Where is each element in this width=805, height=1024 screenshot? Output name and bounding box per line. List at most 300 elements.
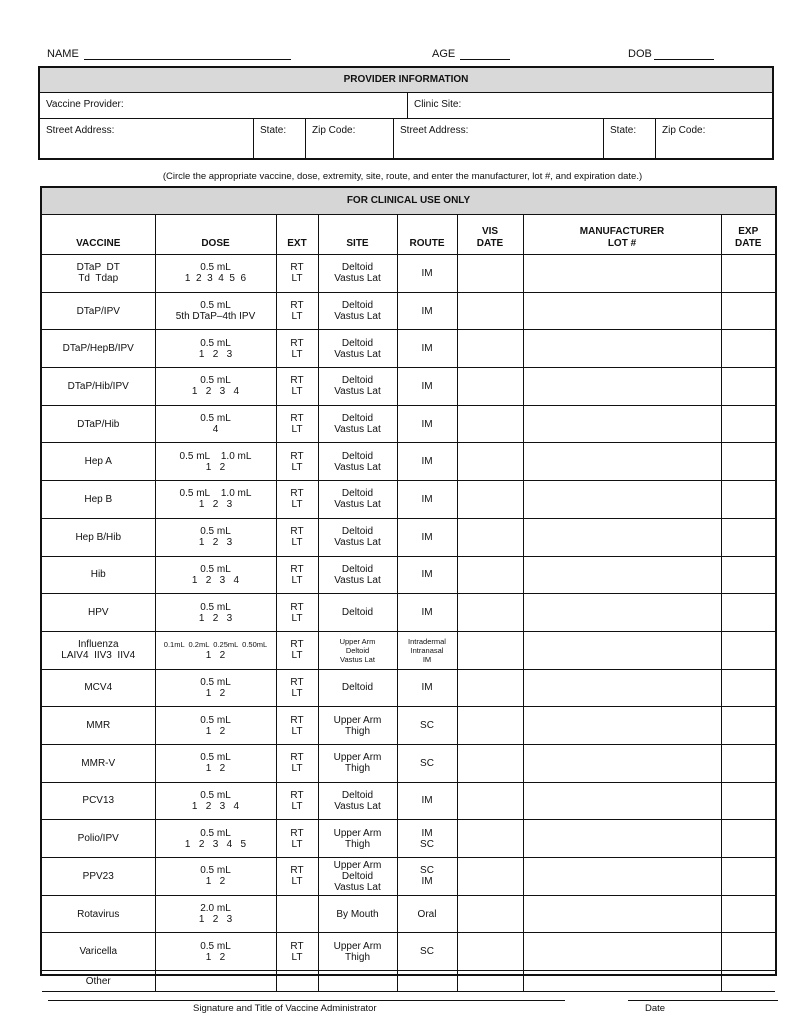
route-line: IM (421, 795, 433, 807)
ext-line: RT (290, 827, 304, 839)
dose-line: 0.5 mL 1.0 mL (179, 488, 252, 500)
dose-line: 0.5 mL (200, 676, 231, 688)
cell-dose[interactable] (155, 782, 276, 820)
cell-ext[interactable] (276, 556, 318, 594)
cell-route[interactable] (397, 255, 457, 293)
col-site: SITE (318, 214, 397, 255)
table-row (42, 971, 775, 992)
cell-manufacturer-lot[interactable] (523, 744, 721, 782)
cell-route[interactable] (397, 707, 457, 745)
ext-line: RT (290, 563, 304, 575)
cell-dose[interactable] (155, 518, 276, 556)
cell-site[interactable] (318, 405, 397, 443)
route-line: IM (421, 267, 433, 279)
cell-route[interactable] (397, 330, 457, 368)
cell-manufacturer-lot[interactable] (523, 518, 721, 556)
cell-dose[interactable] (155, 820, 276, 858)
route-line: Intranasal (410, 645, 444, 655)
provider-information-box (38, 66, 774, 160)
ext-line: LT (291, 311, 303, 323)
cell-manufacturer-lot[interactable] (523, 669, 721, 707)
cell-exp-date[interactable] (721, 368, 775, 406)
col-vaccine: VACCINE (42, 214, 155, 255)
cell-route[interactable] (397, 895, 457, 933)
cell-site[interactable] (318, 820, 397, 858)
ext-line: RT (290, 639, 304, 651)
cell-manufacturer-lot[interactable] (523, 820, 721, 858)
ext-line: RT (290, 450, 304, 462)
cell-dose[interactable] (155, 481, 276, 519)
cell-vis-date[interactable] (457, 368, 523, 406)
cell-vaccine[interactable] (42, 556, 155, 594)
ext-line: LT (291, 800, 303, 812)
cell-exp-date[interactable] (721, 971, 775, 992)
dose-line: 1 2 3 4 5 (184, 838, 247, 850)
site-line: Deltoid (341, 300, 374, 312)
cell-ext[interactable] (276, 707, 318, 745)
ext-line: LT (291, 424, 303, 436)
cell-ext[interactable] (276, 933, 318, 971)
cell-vis-date[interactable] (457, 443, 523, 481)
col-vis-date: VIS DATE (457, 214, 523, 255)
cell-vaccine[interactable] (42, 631, 155, 669)
cell-exp-date[interactable] (721, 933, 775, 971)
cell-route[interactable] (397, 405, 457, 443)
cell-vis-date[interactable] (457, 744, 523, 782)
cell-ext[interactable] (276, 782, 318, 820)
cell-vaccine[interactable] (42, 368, 155, 406)
table-row (42, 368, 775, 406)
cell-route[interactable] (397, 481, 457, 519)
site-line: Thigh (344, 763, 370, 775)
route-line: Oral (417, 908, 437, 920)
cell-ext[interactable] (276, 292, 318, 330)
cell-site[interactable] (318, 481, 397, 519)
cell-dose[interactable] (155, 255, 276, 293)
dose-line: 0.5 mL (200, 413, 231, 425)
cell-manufacturer-lot[interactable] (523, 368, 721, 406)
cell-manufacturer-lot[interactable] (523, 330, 721, 368)
cell-route[interactable] (397, 594, 457, 632)
cell-dose[interactable] (155, 669, 276, 707)
site-line: Deltoid (341, 413, 374, 425)
dose-line: 1 2 3 4 (191, 800, 240, 812)
table-row (42, 330, 775, 368)
table-row (42, 518, 775, 556)
site-line: Upper Arm (333, 859, 382, 871)
table-row (42, 481, 775, 519)
cell-vis-date[interactable] (457, 669, 523, 707)
cell-vaccine[interactable] (42, 292, 155, 330)
dose-line: 0.5 mL (200, 601, 231, 613)
dob-field[interactable] (654, 59, 714, 60)
cell-route[interactable] (397, 518, 457, 556)
ext-line: LT (291, 273, 303, 285)
cell-vis-date[interactable] (457, 933, 523, 971)
site-line: Vastus Lat (334, 800, 381, 812)
cell-site[interactable] (318, 594, 397, 632)
cell-exp-date[interactable] (721, 292, 775, 330)
cell-ext[interactable] (276, 744, 318, 782)
cell-manufacturer-lot[interactable] (523, 405, 721, 443)
cell-vaccine[interactable] (42, 443, 155, 481)
cell-manufacturer-lot[interactable] (523, 895, 721, 933)
vaccine-line: DTaP/Hib (77, 418, 120, 430)
cell-exp-date[interactable] (721, 669, 775, 707)
cell-vaccine[interactable] (42, 933, 155, 971)
cell-exp-date[interactable] (721, 594, 775, 632)
ext-line: LT (291, 951, 303, 963)
ext-line: LT (291, 687, 303, 699)
cell-site[interactable] (318, 669, 397, 707)
cell-vis-date[interactable] (457, 556, 523, 594)
cell-manufacturer-lot[interactable] (523, 933, 721, 971)
dose-line: 1 2 (205, 876, 226, 888)
cell-vaccine[interactable] (42, 518, 155, 556)
cell-dose[interactable] (155, 443, 276, 481)
cell-vis-date[interactable] (457, 292, 523, 330)
cell-site[interactable] (318, 292, 397, 330)
table-row (42, 631, 775, 669)
cell-site[interactable] (318, 933, 397, 971)
cell-dose[interactable] (155, 368, 276, 406)
cell-exp-date[interactable] (721, 895, 775, 933)
route-line: IM (421, 380, 433, 392)
cell-exp-date[interactable] (721, 556, 775, 594)
dose-line: 1 2 3 4 5 6 (184, 273, 247, 285)
cell-route[interactable] (397, 443, 457, 481)
ext-line: LT (291, 612, 303, 624)
site-line: Upper Arm (339, 636, 376, 646)
dose-line: 1 2 (205, 763, 226, 775)
ext-line: LT (291, 725, 303, 737)
ext-line: LT (291, 386, 303, 398)
table-row (42, 443, 775, 481)
cell-dose[interactable] (155, 971, 276, 992)
dose-line: 0.5 mL (200, 827, 231, 839)
cell-ext[interactable] (276, 858, 318, 896)
cell-ext[interactable] (276, 518, 318, 556)
site-line: Vastus Lat (334, 273, 381, 285)
cell-dose[interactable] (155, 707, 276, 745)
table-row (42, 895, 775, 933)
dose-line: 0.5 mL 1.0 mL (179, 450, 252, 462)
cell-vis-date[interactable] (457, 858, 523, 896)
cell-site[interactable] (318, 443, 397, 481)
cell-exp-date[interactable] (721, 631, 775, 669)
site-line: Upper Arm (333, 752, 382, 764)
cell-route[interactable] (397, 820, 457, 858)
site-line: Thigh (344, 725, 370, 737)
route-line: SC (420, 946, 434, 958)
signature-line[interactable] (48, 1000, 565, 1001)
dose-line: 1 2 3 (198, 914, 233, 926)
col-exp-date: EXP DATE (721, 214, 775, 255)
cell-ext[interactable] (276, 443, 318, 481)
age-field[interactable] (460, 59, 510, 60)
cell-vaccine[interactable] (42, 858, 155, 896)
vaccine-provider-field[interactable]: Vaccine Provider: (40, 92, 408, 118)
cell-manufacturer-lot[interactable] (523, 556, 721, 594)
cell-site[interactable] (318, 368, 397, 406)
dose-line: 1 2 3 (198, 612, 233, 624)
dose-line: 0.5 mL (200, 865, 231, 877)
table-row (42, 707, 775, 745)
cell-manufacturer-lot[interactable] (523, 631, 721, 669)
table-row (42, 405, 775, 443)
dose-line: 1 2 3 (198, 537, 233, 549)
col-ext: EXT (276, 214, 318, 255)
ext-line: LT (291, 876, 303, 888)
ext-line: RT (290, 375, 304, 387)
date-label: Date (645, 1003, 666, 1014)
cell-vaccine[interactable] (42, 895, 155, 933)
cell-dose[interactable] (155, 594, 276, 632)
vaccine-line: PPV23 (82, 870, 114, 882)
ext-line: RT (290, 337, 304, 349)
route-line: IM (421, 827, 433, 839)
cell-dose[interactable] (155, 744, 276, 782)
dose-line: 0.5 mL (200, 789, 231, 801)
cell-dose[interactable] (155, 330, 276, 368)
cell-route[interactable] (397, 933, 457, 971)
site-line: Vastus Lat (334, 574, 381, 586)
cell-vis-date[interactable] (457, 481, 523, 519)
cell-manufacturer-lot[interactable] (523, 782, 721, 820)
cell-exp-date[interactable] (721, 518, 775, 556)
site-line: Vastus Lat (334, 348, 381, 360)
vaccine-line: Hep B (84, 493, 113, 505)
cell-manufacturer-lot[interactable] (523, 481, 721, 519)
cell-ext[interactable] (276, 971, 318, 992)
cell-ext[interactable] (276, 631, 318, 669)
dose-line: 0.5 mL (200, 262, 231, 274)
cell-dose[interactable] (155, 405, 276, 443)
cell-vaccine[interactable] (42, 405, 155, 443)
dose-line: 1 2 3 (198, 499, 233, 511)
cell-site[interactable] (318, 255, 397, 293)
site-line: Vastus Lat (340, 654, 375, 664)
route-line: IM (421, 682, 433, 694)
clinical-use-table (40, 186, 777, 987)
cell-dose[interactable] (155, 556, 276, 594)
cell-ext[interactable] (276, 368, 318, 406)
cell-manufacturer-lot[interactable] (523, 443, 721, 481)
cell-manufacturer-lot[interactable] (523, 707, 721, 745)
cell-vis-date[interactable] (457, 594, 523, 632)
street-address-field-2[interactable]: Street Address: (394, 118, 604, 160)
vaccine-line: Rotavirus (77, 908, 120, 920)
route-line: IM (421, 456, 433, 468)
cell-route[interactable] (397, 292, 457, 330)
cell-exp-date[interactable] (721, 707, 775, 745)
cell-vaccine[interactable] (42, 820, 155, 858)
route-line: IM (421, 569, 433, 581)
cell-vis-date[interactable] (457, 895, 523, 933)
vaccine-line: PCV13 (82, 795, 115, 807)
col-route: ROUTE (397, 214, 457, 255)
dose-line: 0.5 mL (200, 375, 231, 387)
cell-vaccine[interactable] (42, 594, 155, 632)
vaccine-line: Other (85, 975, 111, 987)
cell-vis-date[interactable] (457, 820, 523, 858)
ext-line: LT (291, 537, 303, 549)
cell-site[interactable] (318, 556, 397, 594)
vaccine-line: Hib (90, 569, 106, 581)
cell-exp-date[interactable] (721, 744, 775, 782)
cell-exp-date[interactable] (721, 858, 775, 896)
route-line: IM (421, 493, 433, 505)
vaccine-table (42, 214, 775, 992)
dose-line: 0.5 mL (200, 752, 231, 764)
cell-ext[interactable] (276, 330, 318, 368)
site-line: Deltoid (341, 682, 374, 694)
ext-line: LT (291, 763, 303, 775)
cell-site[interactable] (318, 330, 397, 368)
col-manufacturer-lot: MANUFACTURER LOT # (523, 214, 721, 255)
state-field-2[interactable]: State: (604, 118, 656, 160)
cell-manufacturer-lot[interactable] (523, 594, 721, 632)
cell-exp-date[interactable] (721, 782, 775, 820)
cell-vaccine[interactable] (42, 782, 155, 820)
clinic-site-field[interactable]: Clinic Site: (414, 99, 462, 110)
cell-site[interactable] (318, 518, 397, 556)
table-row (42, 782, 775, 820)
vaccine-line: MCV4 (84, 682, 113, 694)
cell-manufacturer-lot[interactable] (523, 255, 721, 293)
cell-vaccine[interactable] (42, 971, 155, 992)
site-line: Deltoid (341, 262, 374, 274)
date-line[interactable] (628, 1000, 778, 1001)
cell-site[interactable] (318, 707, 397, 745)
vaccine-line: Td Tdap (78, 273, 119, 285)
cell-ext[interactable] (276, 820, 318, 858)
cell-exp-date[interactable] (721, 330, 775, 368)
cell-ext[interactable] (276, 481, 318, 519)
zip-code-field-1[interactable]: Zip Code: (306, 118, 394, 160)
cell-vis-date[interactable] (457, 631, 523, 669)
route-line: IM (421, 343, 433, 355)
cell-dose[interactable] (155, 858, 276, 896)
cell-exp-date[interactable] (721, 443, 775, 481)
route-line: IM (421, 607, 433, 619)
site-line: Vastus Lat (334, 461, 381, 473)
cell-site[interactable] (318, 895, 397, 933)
name-field[interactable] (84, 59, 291, 60)
cell-vaccine[interactable] (42, 707, 155, 745)
cell-vaccine[interactable] (42, 744, 155, 782)
site-line: Vastus Lat (334, 499, 381, 511)
cell-ext[interactable] (276, 594, 318, 632)
ext-line: LT (291, 574, 303, 586)
site-line: Deltoid (341, 563, 374, 575)
cell-route[interactable] (397, 971, 457, 992)
cell-exp-date[interactable] (721, 255, 775, 293)
cell-route[interactable] (397, 669, 457, 707)
ext-line: RT (290, 789, 304, 801)
route-line: SC (420, 757, 434, 769)
cell-site[interactable] (318, 858, 397, 896)
cell-route[interactable] (397, 782, 457, 820)
site-line: Upper Arm (333, 940, 382, 952)
cell-vis-date[interactable] (457, 405, 523, 443)
age-label: AGE (432, 48, 456, 60)
cell-ext[interactable] (276, 255, 318, 293)
cell-route[interactable] (397, 858, 457, 896)
cell-route[interactable] (397, 744, 457, 782)
cell-exp-date[interactable] (721, 405, 775, 443)
ext-line: RT (290, 601, 304, 613)
zip-code-field-2[interactable]: Zip Code: (662, 125, 706, 136)
dose-line: 1 2 3 4 (191, 386, 240, 398)
cell-route[interactable] (397, 631, 457, 669)
cell-dose[interactable] (155, 292, 276, 330)
route-line: IM (421, 876, 433, 888)
vaccine-line: MMR (86, 720, 111, 732)
dose-line: 1 2 3 (198, 348, 233, 360)
cell-vis-date[interactable] (457, 330, 523, 368)
site-line: Deltoid (341, 607, 374, 619)
cell-site[interactable] (318, 744, 397, 782)
cell-vaccine[interactable] (42, 669, 155, 707)
site-line: Thigh (344, 951, 370, 963)
cell-dose[interactable] (155, 895, 276, 933)
cell-site[interactable] (318, 631, 397, 669)
cell-vis-date[interactable] (457, 971, 523, 992)
cell-ext[interactable] (276, 669, 318, 707)
cell-site[interactable] (318, 782, 397, 820)
cell-vaccine[interactable] (42, 255, 155, 293)
ext-line: RT (290, 413, 304, 425)
cell-site[interactable] (318, 971, 397, 992)
cell-vaccine[interactable] (42, 330, 155, 368)
cell-exp-date[interactable] (721, 820, 775, 858)
site-line: Deltoid (345, 645, 370, 655)
cell-manufacturer-lot[interactable] (523, 971, 721, 992)
dose-line: 0.5 mL (200, 563, 231, 575)
vaccine-line: HPV (87, 607, 109, 619)
provider-title: PROVIDER INFORMATION (40, 68, 772, 93)
cell-vis-date[interactable] (457, 707, 523, 745)
dose-line: 0.5 mL (200, 714, 231, 726)
cell-ext[interactable] (276, 405, 318, 443)
route-line: IM (421, 531, 433, 543)
site-line: Vastus Lat (334, 386, 381, 398)
cell-dose[interactable] (155, 631, 276, 669)
cell-vis-date[interactable] (457, 782, 523, 820)
vaccine-line: DTaP/HepB/IPV (62, 343, 134, 355)
table-row (42, 594, 775, 632)
cell-manufacturer-lot[interactable] (523, 858, 721, 896)
cell-route[interactable] (397, 556, 457, 594)
table-row (42, 255, 775, 293)
state-field-1[interactable]: State: (254, 118, 306, 160)
ext-line: RT (290, 300, 304, 312)
cell-exp-date[interactable] (721, 481, 775, 519)
ext-line: LT (291, 650, 303, 662)
ext-line: RT (290, 714, 304, 726)
cell-dose[interactable] (155, 933, 276, 971)
cell-vis-date[interactable] (457, 518, 523, 556)
cell-vaccine[interactable] (42, 481, 155, 519)
cell-ext[interactable] (276, 895, 318, 933)
ext-line: LT (291, 838, 303, 850)
street-address-field-1[interactable]: Street Address: (40, 118, 254, 160)
route-line: Intradermal (408, 636, 446, 646)
cell-route[interactable] (397, 368, 457, 406)
cell-manufacturer-lot[interactable] (523, 292, 721, 330)
cell-vis-date[interactable] (457, 255, 523, 293)
